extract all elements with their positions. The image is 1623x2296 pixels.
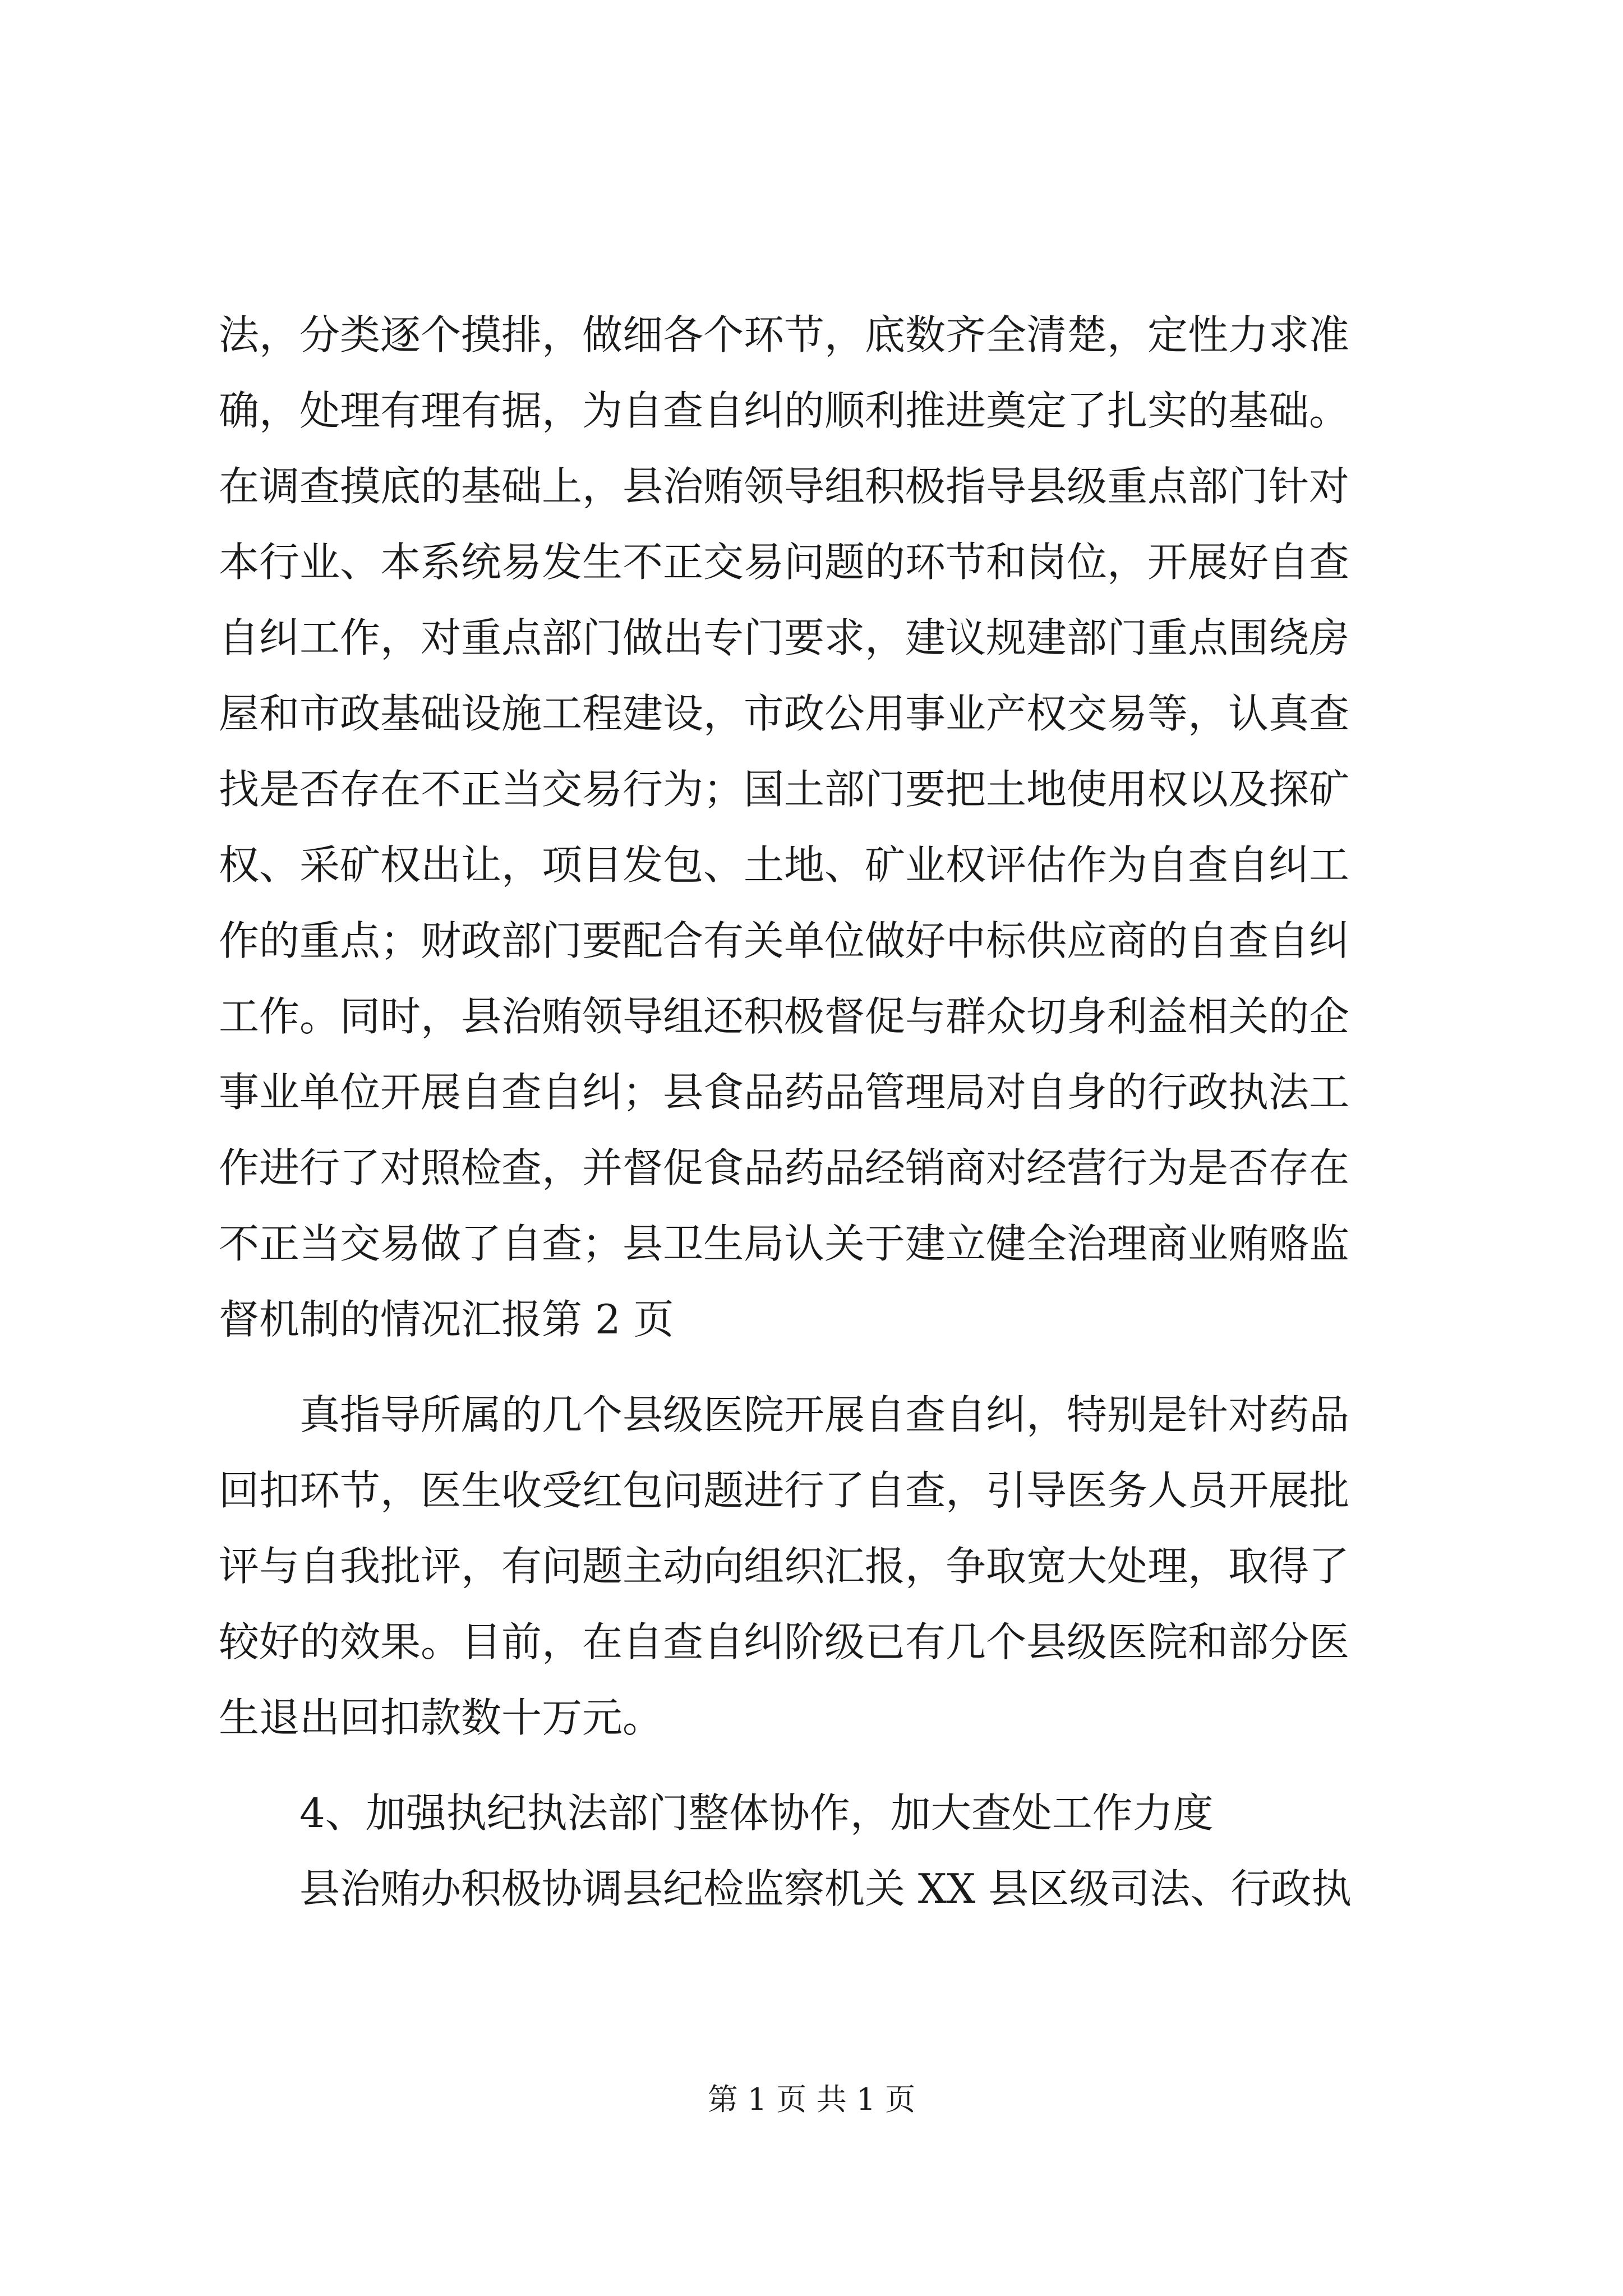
text-line: 确，处理有理有据，为自查自纠的顺利推进奠定了扎实的基础。 — [219, 387, 1350, 434]
section-heading — [219, 1775, 1424, 1851]
text-line: 作进行了对照检查，并督促食品药品经销商对经营行为是否存在 — [219, 1144, 1350, 1191]
text-line: 事业单位开展自查自纠；县食品药品管理局对自身的行政执法工 — [219, 1069, 1350, 1116]
paragraph-3 — [219, 1851, 1424, 1927]
text-line: 屋和市政基础设施工程建设，市政公用事业产权交易等，认真查 — [219, 690, 1350, 737]
text-line: 法，分类逐个摸排，做细各个环节，底数齐全清楚，定性力求准 — [219, 311, 1350, 358]
paragraph-2 — [219, 1377, 1424, 1756]
page-footer: 第 1 页 共 1 页 — [707, 2082, 916, 2117]
text-line: 真指导所属的几个县级医院开展自查自纠，特别是针对药品 — [299, 1391, 1350, 1438]
text-line: 较好的效果。目前，在自查自纠阶级已有几个县级医院和部分医 — [219, 1618, 1350, 1665]
text-line: 在调查摸底的基础上，县治贿领导组积极指导县级重点部门针对 — [219, 463, 1350, 510]
text-line: 回扣环节，医生收受红包问题进行了自查，引导医务人员开展批 — [219, 1467, 1350, 1514]
text-line: 权、采矿权出让，项目发包、土地、矿业权评估作为自查自纠工 — [219, 841, 1350, 889]
text-line: 督机制的情况汇报第 2 页 — [219, 1296, 674, 1343]
text-line: 找是否存在不正当交易行为；国土部门要把土地使用权以及探矿 — [219, 766, 1350, 813]
document-body — [219, 297, 1424, 1927]
text-line: 工作。同时，县治贿领导组还积极督促与群众切身利益相关的企 — [219, 993, 1350, 1040]
text-line: 自纠工作，对重点部门做出专门要求，建议规建部门重点围绕房 — [219, 614, 1350, 661]
text-line: 本行业、本系统易发生不正交易问题的环节和岗位，开展好自查 — [219, 539, 1350, 586]
text-line: 生退出回扣款数十万元。 — [219, 1694, 663, 1741]
text-line: 不正当交易做了自查；县卫生局认关于建立健全治理商业贿赂监 — [219, 1220, 1350, 1267]
text-line: 县治贿办积极协调县纪检监察机关 XX 县区级司法、行政执 — [299, 1865, 1352, 1912]
section-heading-text: 4、加强执纪执法部门整体协作，加大查处工作力度 — [299, 1789, 1214, 1837]
text-line: 作的重点；财政部门要配合有关单位做好中标供应商的自查自纠 — [219, 917, 1350, 964]
text-line: 评与自我批评，有问题主动向组织汇报，争取宽大处理，取得了 — [219, 1543, 1350, 1590]
paragraph-1 — [219, 297, 1424, 1358]
